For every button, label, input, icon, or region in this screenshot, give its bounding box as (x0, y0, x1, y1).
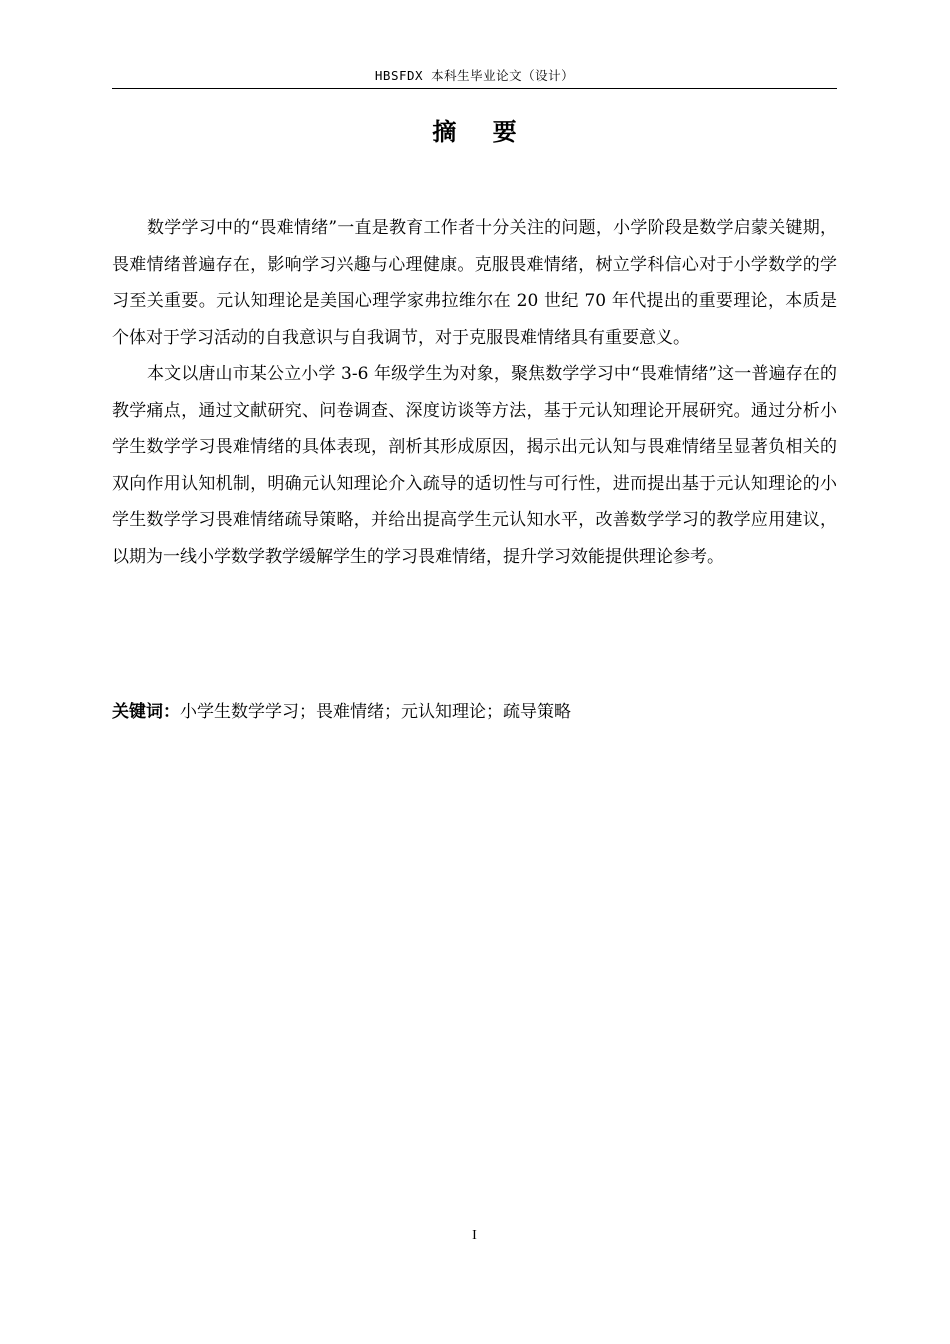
header-rule (112, 88, 837, 89)
abstract-title: 摘 要 (432, 118, 531, 146)
abstract-body (112, 210, 837, 575)
keywords-text: 小学生数学学习；畏难情绪；元认知理论；疏导策略 (180, 702, 571, 722)
abstract-paragraph-2: 本文以唐山市某公立小学 3-6 年级学生为对象，聚焦数学学习中“畏难情绪”这一普遍存在的教学痛点，通过文献研究、问卷调查、深度访谈等方法，基于元认知理论开展研究。通过分析小学生数学学习畏难情绪的具体表现，剖析其形成原因，揭示出元认知与畏难情绪呈显著负相关的双向作用认知机制，明确元认知理论介入疏导的适切性与可行性，进而提出基于元认知理论的小学生数学学习畏难情绪疏导策略，并给出提高学生元认知水平，改善数学学习的教学应用建议，以期为一线小学数学教学缓解学生的学习畏难情绪，提升学习效能提供理论参考。 (112, 364, 837, 567)
abstract-paragraph-1: 数学学习中的“畏难情绪”一直是教育工作者十分关注的问题，小学阶段是数学启蒙关键期，畏难情绪普遍存在，影响学习兴趣与心理健康。克服畏难情绪，树立学科信心对于小学数学的学习至关重要。元认知理论是美国心理学家弗拉维尔在 20 世纪 70 年代提出的重要理论，本质是个体对于学习活动的自我意识与自我调节，对于克服畏难情绪具有重要意义。 (112, 218, 837, 348)
running-header: HBSFDX 本科生毕业论文（设计） (374, 68, 575, 83)
keywords-label: 关键词： (112, 702, 180, 722)
keywords-line (112, 697, 837, 727)
page-number: I (472, 1228, 477, 1243)
